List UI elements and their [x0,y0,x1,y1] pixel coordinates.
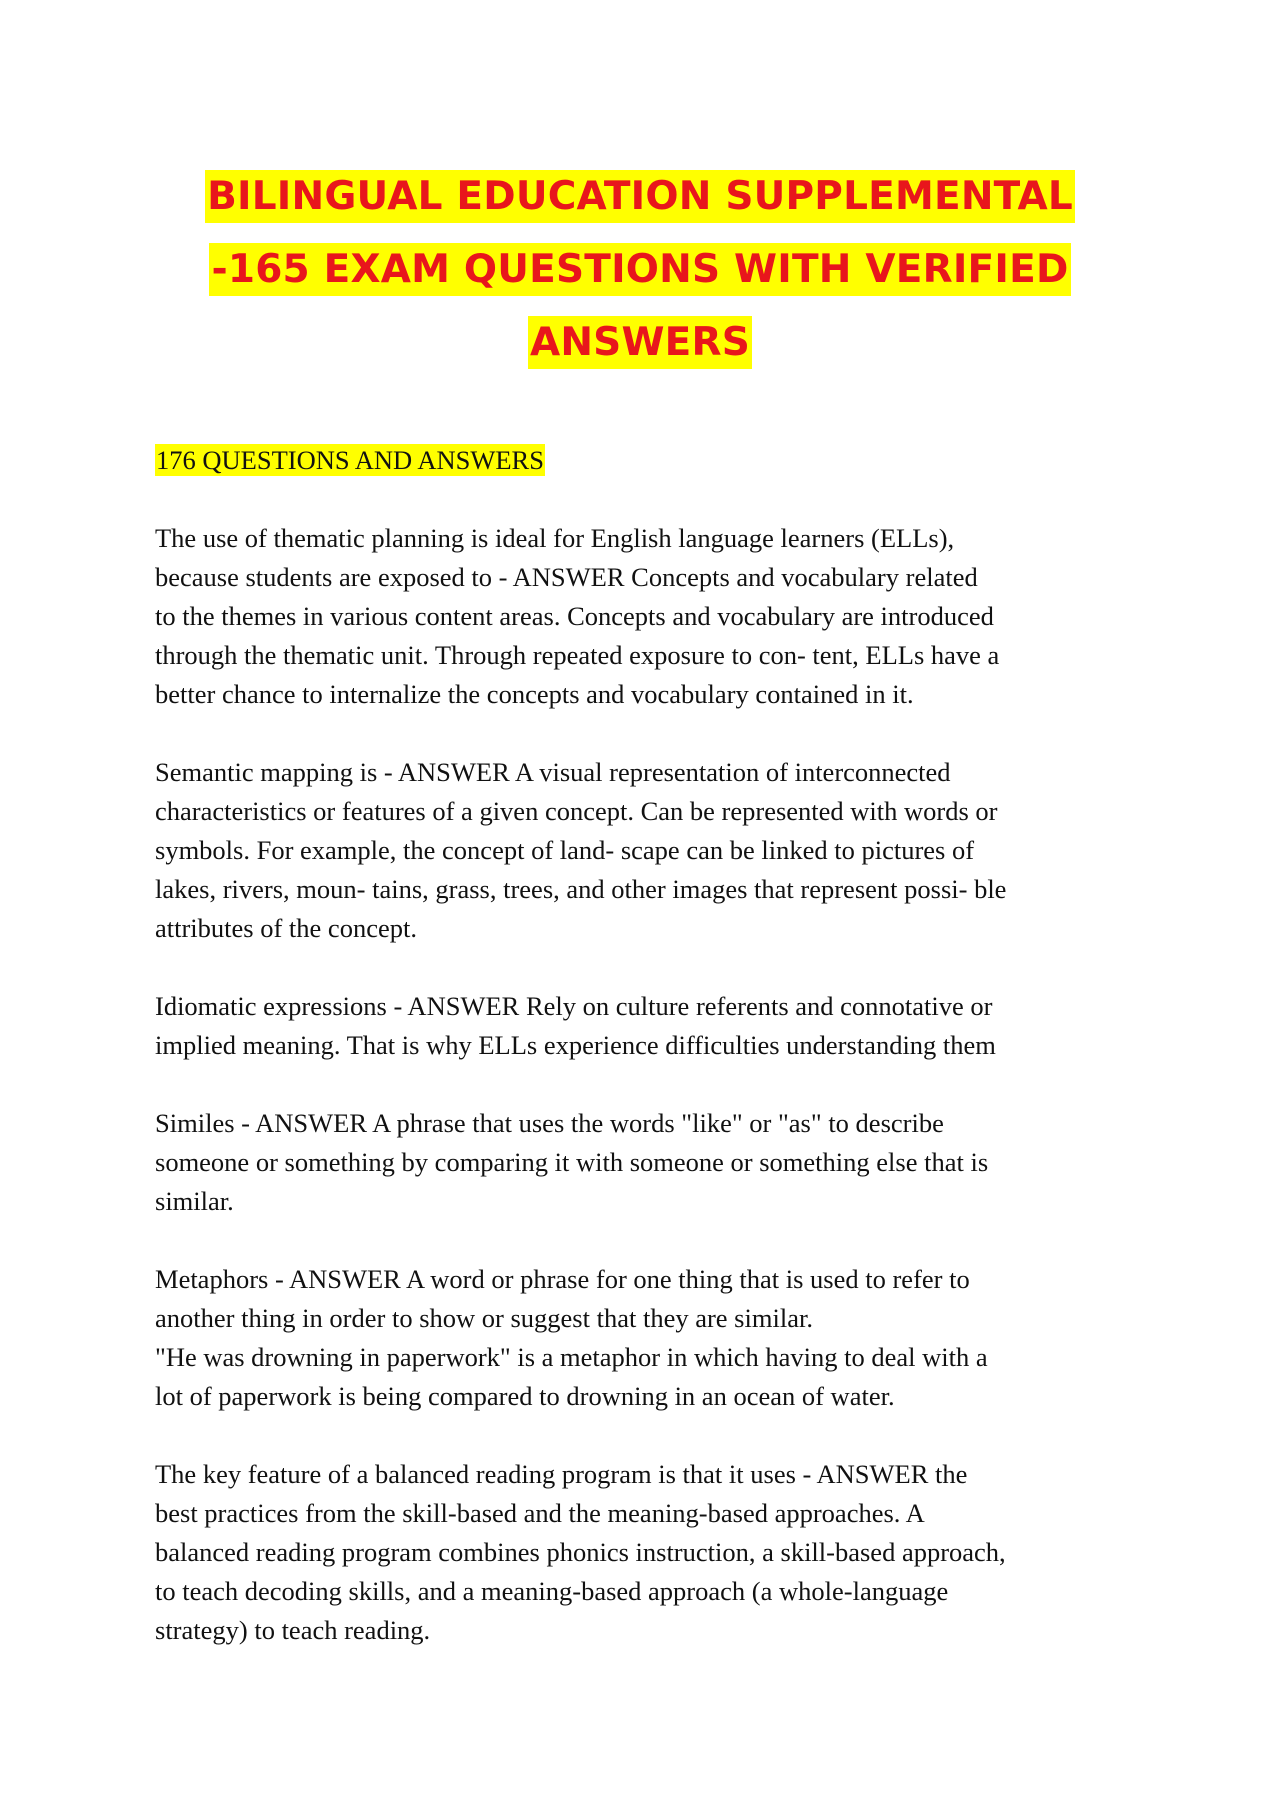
subheading-block [155,441,1140,480]
qa-list [155,519,1140,1689]
qa-entry-idiomatic-expressions [155,987,1140,1065]
title-line-1: BILINGUAL EDUCATION SUPPLEMENTAL [205,170,1075,223]
entry-line: better chance to internalize the concepts and vocabulary contained in it. [155,679,914,709]
entry-line: characteristics or features of a given concept. Can be represented with words or [155,796,998,826]
entry-line: balanced reading program combines phonics instruction, a skill-based approach, [155,1537,1006,1567]
entry-line: strategy) to teach reading. [155,1615,431,1645]
qa-entry-similes [155,1104,1140,1221]
entry-line: lakes, rivers, moun- tains, grass, trees, and other images that represent possi- ble [155,874,1007,904]
entry-line: The use of thematic planning is ideal for English language learners (ELLs), [155,523,955,553]
qa-entry-balanced-reading [155,1455,1140,1650]
entry-line: implied meaning. That is why ELLs experience difficulties understanding them [155,1030,996,1060]
qa-entry-metaphors [155,1260,1140,1416]
entry-line: to teach decoding skills, and a meaning-based approach (a whole-language [155,1576,949,1606]
subheading: 176 QUESTIONS AND ANSWERS [156,445,544,475]
entry-line: through the thematic unit. Through repeated exposure to con- tent, ELLs have a [155,640,1000,670]
entry-line: Idiomatic expressions - ANSWER Rely on culture referents and connotative or [155,991,993,1021]
entry-line: lot of paperwork is being compared to drowning in an ocean of water. [155,1381,895,1411]
entry-line: to the themes in various content areas. Concepts and vocabulary are introduced [155,601,994,631]
qa-entry-semantic-mapping [155,753,1140,948]
entry-line: attributes of the concept. [155,913,417,943]
entry-line: someone or something by comparing it with someone or something else that is [155,1147,989,1177]
qa-entry-thematic-planning [155,519,1140,714]
entry-line: Semantic mapping is - ANSWER A visual representation of interconnected [155,757,951,787]
title-line-3: ANSWERS [528,316,752,369]
title-line-2: -165 EXAM QUESTIONS WITH VERIFIED [209,243,1070,296]
entry-line: another thing in order to show or suggest that they are similar. [155,1303,813,1333]
entry-line: best practices from the skill-based and the meaning-based approaches. A [155,1498,925,1528]
entry-line: symbols. For example, the concept of land- scape can be linked to pictures of [155,835,975,865]
document-title [150,160,1130,379]
entry-line: Metaphors - ANSWER A word or phrase for one thing that is used to refer to [155,1264,970,1294]
entry-line: Similes - ANSWER A phrase that uses the words "like" or "as" to describe [155,1108,944,1138]
entry-line: "He was drowning in paperwork" is a metaphor in which having to deal with a [155,1342,988,1372]
entry-line: because students are exposed to - ANSWER Concepts and vocabulary related [155,562,978,592]
entry-line: similar. [155,1186,234,1216]
entry-line: The key feature of a balanced reading program is that it uses - ANSWER the [155,1459,968,1489]
